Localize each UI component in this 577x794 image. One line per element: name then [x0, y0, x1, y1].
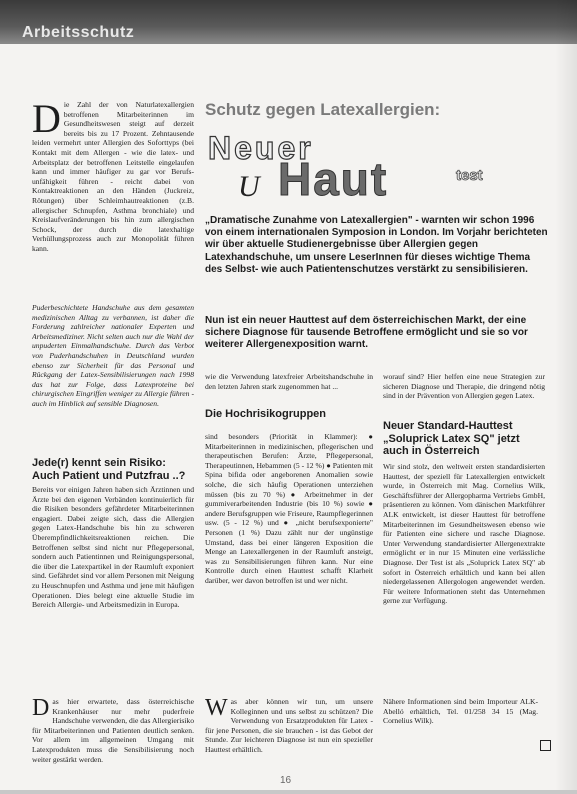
col2-body: sind besonders (Priorität in Klammer): ● Mitarbeiterinnen in medizinischen, pflegerischen und therapeutischen Berufen: Ärzte, Pflegepersonal, Therapeutinnen, Hebammen (5 - 12 %) ● Patienten mit Spina bifida oder angeborenen Anomalien sowie solche, die sich häufig Operationen unterziehen müssen (bis zu 70 %) ● Arbeitnehmer in der gummiverarbeitenden Industrie (bis 10 %) sowie ● andere Berufsgruppen wie Friseure, Raumpflegerinnen usw. (5 - 12 %) und ● „nicht berufsexponierte" Personen (1 %) Dazu zählt nur der ungünstige Umstand, dass bei einer längeren Exposition die Menge an Latexallergenen in der Raumluft ansteigt, was zu Sensibilisierungen führen kann. Nur eine Kontrolle durch einen Hauttest schafft Klarheit darüber, wer davon betroffen ist und wer nicht.: [205, 432, 373, 585]
col2-intro: wie die Verwendung latexfreier Arbeitshandschuhe in den letzten Jahren stark zugenommen hat ...: [205, 372, 373, 391]
end-of-article-square-icon: [540, 740, 551, 751]
col1-intro-text: ie Zahl der von Naturlatexallergien betroffenen Mitarbeiterinnen im Gesundheitswesen steigt auf derzeit bereits bis zu 17 Prozent. Zehntausende leiden vermehrt unter Allergien des Soforttyps (bei Kontakt mit dem Allergen - wie die latex- und Arbeitsplatz der betroffenen Leitstelle eingelaufen kann und immer häufiger zu gar vor Berufs-unfähigkeit führen - reicht dabei von Kontaktreaktionen an den Händen (Juckreiz, Rötungen) über Schleimhautreaktionen (z.B. allergischer Schnupfen, Asthma bronchiale) und Kreislaufveränderungen bis hin zum allergischen Schock, der durch die latexhaltige Verhüllungsprozess auch zur Monopolität führen kann.: [32, 100, 194, 253]
col1-intro: [32, 96, 194, 254]
title-word-neuer: Neuer: [208, 130, 314, 166]
section-title: Arbeitsschutz: [22, 24, 135, 41]
col3-subhead: Neuer Standard-Hauttest „Soluprick Latex SQ" jetzt auch in Österreich: [383, 420, 520, 457]
dropcap-d2: D: [32, 697, 50, 721]
col1-body2: [32, 697, 194, 773]
col1-subhead: Jede(r) kennt sein Risiko: Auch Patient und Putzfrau ..?: [32, 457, 186, 482]
title-handwritten-mark: U: [238, 170, 260, 203]
lead-intro: „Dramatische Zunahme von Latexallergien" - warnten wir schon 1996 von einem internationalen Symposion in London. Im Vorjahr berichteten wir über aktuelle Studienergebnisse über Allergien gegen Latexhandschuhe, um unsere LeserInnen für dieses wichtige Thema des Selbst- wie auch Patientenschutzes verstärkt zu sensibilisieren.: [205, 215, 548, 275]
dropcap-w: W: [205, 697, 228, 721]
dropcap-d: D: [32, 96, 61, 141]
col1-body: Bereits vor einigen Jahren haben sich Ärztinnen und Ärzte bei den eigenen Verbänden kontinuierlich für die Risiken besonders gefährdeter Mitarbeiterinnen engagiert. Dabei zeigte sich, dass die Allergien gegen Latex-Handschuhe bis hin zu schweren Überempfindlichkeitsreaktionen reichen. Die Betroffenen selbst sind nicht nur Pflegepersonal, sondern auch Patientinnen und Reinigungspersonal, die über die Latexpartikel in der Raumluft exponiert sind. Gefährdet sind vor allem Personen mit Neigung zu Heuschnupfen und Asthma und jene mit häufigen Operationen. Dies belegt eine aktuelle Studie im Bereich Allergie- und Arbeitsmedizin in Europa.: [32, 485, 194, 610]
col2-body2-text: as aber können wir tun, um unsere Kolleginnen und uns selbst zu schützen? Die Verwendung von Ersatzprodukten für Latex - für jene Personen, die sie brauchen - ist das Gebot der Stunde. Zur leichteren Diagnose ist nun ein spezieller Hauttest erhältlich.: [205, 697, 373, 754]
lead-news: Nun ist ein neuer Hauttest auf dem österreichischen Markt, der eine sichere Diagnose für tausende Betroffene ermöglicht und sie so vor weiterer Allergenexposition warnt.: [205, 315, 528, 351]
col2-subhead: Die Hochrisikogruppen: [205, 408, 327, 420]
col2-body2: [205, 697, 373, 773]
title-word-test: test: [456, 167, 483, 184]
col1-italic-paragraph: Puderbeschichtete Handschuhe aus dem gesamten medizinischen Alltag zu verbannen, ist daher die Forderung zahlreicher nationaler Experten und Arbeitsmediziner. Nicht selten auch nur die Wahl der unpuderten Einmalhandschuhe. Durch das Verbot von Puderhandschuhen in Deutschland wurden ebenso zur Sicherheit für das Personal und Rückgang der Latex-Sensibilisierungen nach 1998 das hat zur Folge, dass Latexproteine bei chirurgischen Eingriffen weniger zu Allergie führen - auch im Hinblick auf sensible Diagnosen.: [32, 303, 194, 408]
col3-intro: worauf sind? Hier helfen eine neue Strategien zur sicheren Diagnose und Therapie, die dringend nötig sind in der Prävention von Allergien gegen Latex.: [383, 372, 545, 401]
article-kicker: Schutz gegen Latexallergien:: [205, 100, 441, 119]
col1-body2-text: as hier erwartete, dass österreichische Krankenhäuser nur mehr puderfreie Handschuhe verwenden, die das Allergierisiko für Mitarbeiterinnen und Patienten deutlich senken. Vor allem im allgemeinen Umgang mit Latexprodukten muss die Sensibilisierung noch weiter gestärkt werden.: [32, 697, 194, 764]
title-word-haut: Haut: [278, 153, 389, 205]
col3-body: Wir sind stolz, den weltweit ersten standardisierten Hauttest, der speziell für Latexallergien entwickelt wurde, in Österreich mit Mag. Cornelius Wilk, Geschäftsführer der Allergopharma Vertriebs GmbH, präsentieren zu können. Vom dänischen Marktführer ALK entwickelt, ist dieser Hauttest für betroffene Mitarbeiterinnen im Gesundheitswesen ebenso wie für Patienten eine sichere und rasche Diagnose. Unter Verwendung standardisierter Allergenextrakte ermöglicht er in nur 15 Minuten eine verlässliche Diagnose. Der Test ist als „Soluprick Latex SQ" ab sofort in Österreich erhältlich und kann bei allen niedergelassenen Allergologen angewendet werden. Für weitere Informationen steht das Unternehmen gerne zur Verfügung.: [383, 462, 545, 606]
col3-contact: Nähere Informationen sind beim Importeur ALK-Abelló erhältlich, Tel. 01/258 34 15 (Mag. Cornelius Wilk).: [383, 697, 538, 726]
page-number: 16: [280, 775, 292, 786]
bottom-rule: [0, 790, 577, 794]
scan-edge-shadow: [555, 0, 577, 794]
